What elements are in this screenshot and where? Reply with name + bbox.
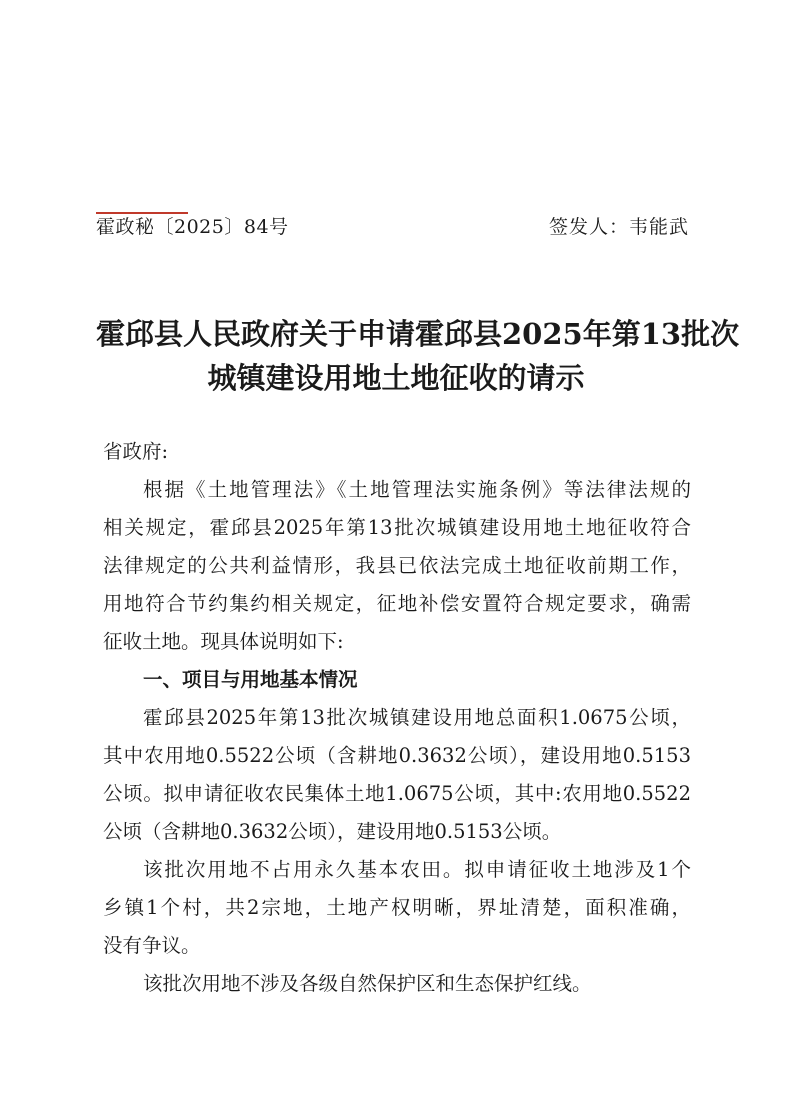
title-line-1: 霍邱县人民政府关于申请霍邱县2025年第13批次 bbox=[96, 317, 740, 351]
document-title bbox=[96, 312, 740, 400]
signer: 签发人：韦能武 bbox=[548, 216, 689, 238]
paragraph-line: 公顷。拟申请征收农民集体土地1.0675公顷，其中:农用地0.5522 bbox=[103, 782, 691, 805]
document-number: 霍政秘〔2025〕84号 bbox=[96, 216, 289, 238]
paragraph-line: 乡镇1个村，共2宗地，土地产权明晰，界址清楚，面积准确， bbox=[103, 896, 691, 919]
paragraph-2 bbox=[103, 699, 691, 851]
paragraph-line: 其中农用地0.5522公顷（含耕地0.3632公顷），建设用地0.5153 bbox=[103, 744, 691, 767]
paragraph-line: 相关规定，霍邱县2025年第13批次城镇建设用地土地征收符合 bbox=[103, 516, 691, 539]
salutation: 省政府: bbox=[103, 440, 169, 463]
paragraph-line: 该批次用地不占用永久基本农田。拟申请征收土地涉及1个 bbox=[143, 858, 691, 881]
paragraph-line: 征收土地。现具体说明如下: bbox=[103, 630, 344, 653]
paragraph-line: 根据《土地管理法》《土地管理法实施条例》等法律法规的 bbox=[143, 478, 691, 501]
paragraph-1 bbox=[103, 471, 691, 661]
paragraph-line: 公顷（含耕地0.3632公顷），建设用地0.5153公顷。 bbox=[103, 820, 562, 843]
paragraph-4 bbox=[103, 965, 691, 1003]
paragraph-line: 法律规定的公共利益情形，我县已依法完成土地征收前期工作， bbox=[103, 554, 691, 577]
paragraph-3 bbox=[103, 851, 691, 965]
paragraph-line: 用地符合节约集约相关规定，征地补偿安置符合规定要求，确需 bbox=[103, 592, 691, 615]
document-body bbox=[103, 433, 691, 1003]
paragraph-line: 该批次用地不涉及各级自然保护区和生态保护红线。 bbox=[143, 972, 592, 995]
title-line-2: 城镇建设用地土地征收的请示 bbox=[207, 361, 585, 395]
section-heading: 一、项目与用地基本情况 bbox=[143, 668, 358, 691]
paragraph-line: 没有争议。 bbox=[103, 934, 201, 957]
paragraph-line: 霍邱县2025年第13批次城镇建设用地总面积1.0675公顷， bbox=[143, 706, 691, 729]
